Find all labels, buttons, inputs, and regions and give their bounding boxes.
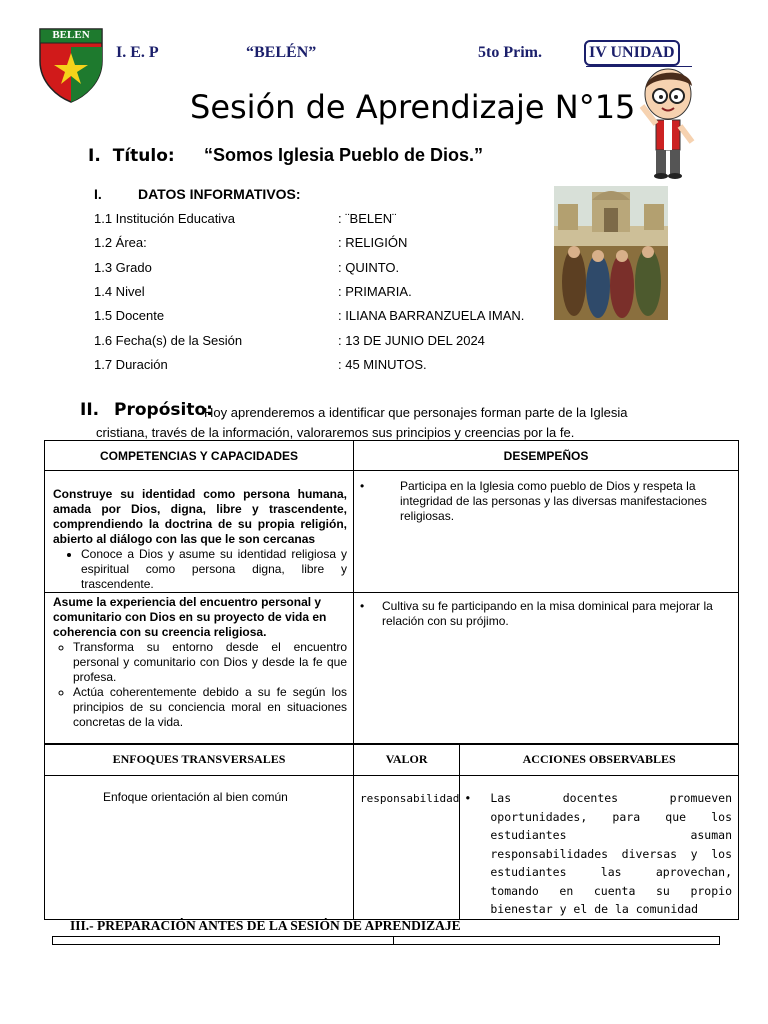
datos-label: 1.1 Institución Educativa: [94, 211, 235, 226]
enfoques-table: [44, 743, 739, 920]
section-3-table: [52, 936, 720, 945]
desempeno-2-text: Cultiva su fe participando en la misa dominical para mejorar la relación con su prójimo.: [382, 599, 713, 628]
datos-label: 1.7 Duración: [94, 357, 168, 372]
religious-painting-image: [554, 186, 668, 320]
datos-value: : ¨BELEN¨: [338, 211, 397, 226]
proposito-text-line1: Hoy aprenderemos a identificar que personajes forman parte de la Iglesia: [204, 405, 628, 420]
enfoques-header: ENFOQUES TRANSVERSALES: [45, 744, 354, 776]
datos-heading: DATOS INFORMATIVOS:: [138, 186, 301, 202]
page-title: Sesión de Aprendizaje N°15: [190, 88, 636, 126]
datos-label: 1.5 Docente: [94, 308, 165, 323]
section-3-title: III.- PREPARACIÓN ANTES DE LA SESIÓN DE APRENDIZAJE: [70, 918, 461, 933]
titulo-label: Título:: [112, 146, 175, 166]
datos-value: : QUINTO.: [338, 260, 400, 275]
competencia-2-cell: [45, 593, 354, 745]
school-logo: [38, 27, 104, 103]
datos-value: : ILIANA BARRANZUELA IMAN.: [338, 308, 525, 323]
header-grade: 5to Prim.: [478, 44, 542, 61]
section-3-cell: [53, 937, 394, 945]
datos-label: 1.4 Nivel: [94, 284, 145, 299]
acciones-header: ACCIONES OBSERVABLES: [460, 744, 739, 776]
header-school: “BELÉN”: [246, 44, 317, 61]
datos-label: 1.6 Fecha(s) de la Sesión: [94, 333, 243, 348]
bullet-icon: •: [360, 479, 365, 493]
proposito-label: Propósito:: [114, 400, 213, 420]
header-iep: I. E. P: [116, 44, 159, 61]
competencia-2-capacity: ◦ Actúa coherentemente debido a su fe según los principios de su conciencia moral en situaciones concretas de la vida.: [73, 685, 347, 730]
enfoque-value: Enfoque orientación al bien común: [45, 776, 354, 920]
titulo-numeral: I.: [88, 146, 101, 166]
section-3-cell: [394, 937, 720, 945]
competencia-1-cell: [45, 471, 354, 593]
proposito-text-line2: cristiana, través de la información, valoraremos sus principios y creencias por la fe.: [96, 425, 575, 440]
proposito-numeral: II.: [80, 400, 100, 420]
competencia-2-title: Asume la experiencia del encuentro personal y comunitario con Dios en su proyecto de vida en coherencia con su creencia religiosa.: [53, 595, 327, 639]
desempeno-1-text: Participa en la Iglesia como pueblo de Dios y respeta la integridad de las personas y las diversas manifestaciones religiosas.: [400, 479, 707, 523]
logo-text: BELEN: [52, 29, 90, 41]
acciones-cell: [460, 776, 739, 920]
competencia-2-capacity: ◦ Transforma su entorno desde el encuentro personal y comunitario con Dios y desde la fe que profesa.: [73, 640, 347, 685]
acciones-value: Las docentes promueven oportunidades, para que los estudiantes asuman responsabilidades diversas y los estudiantes las aprovechan, tomando en cuenta su propio bienestar y el de la comunidad: [490, 791, 732, 916]
datos-value: : RELIGIÓN: [338, 235, 408, 250]
desempeno-1-cell: [354, 471, 739, 593]
header-unit: IV UNIDAD: [584, 40, 680, 66]
datos-value: : 13 DE JUNIO DEL 2024: [338, 333, 485, 348]
datos-numeral: I.: [94, 186, 102, 202]
desempeno-2-cell: [354, 593, 739, 745]
competencias-header: COMPETENCIAS Y CAPACIDADES: [45, 441, 354, 471]
datos-value: : 45 MINUTOS.: [338, 357, 427, 372]
competencia-1-title: Construye su identidad como persona humana, amada por Dios, digna, libre y trascendente, comprendiendo la doctrina de su propia religión, abierto al diálogo con las que le son cercanas: [53, 487, 347, 546]
datos-value: : PRIMARIA.: [338, 284, 412, 299]
valor-value: responsabilidad: [354, 776, 460, 920]
bullet-icon: •: [360, 599, 365, 613]
titulo-value: “Somos Iglesia Pueblo de Dios.”: [204, 145, 484, 165]
datos-label: 1.2 Área:: [94, 235, 147, 250]
competencias-table: [44, 440, 739, 745]
datos-label: 1.3 Grado: [94, 260, 152, 275]
valor-header: VALOR: [354, 744, 460, 776]
titulo-heading: [88, 146, 175, 166]
desempenos-header: DESEMPEÑOS: [354, 441, 739, 471]
cartoon-boy-image: [636, 66, 702, 184]
bullet-icon: •: [464, 791, 472, 805]
competencia-1-capacity: • Conoce a Dios y asume su identidad religiosa y espiritual como persona digna, libre y trascendente.: [81, 547, 347, 592]
